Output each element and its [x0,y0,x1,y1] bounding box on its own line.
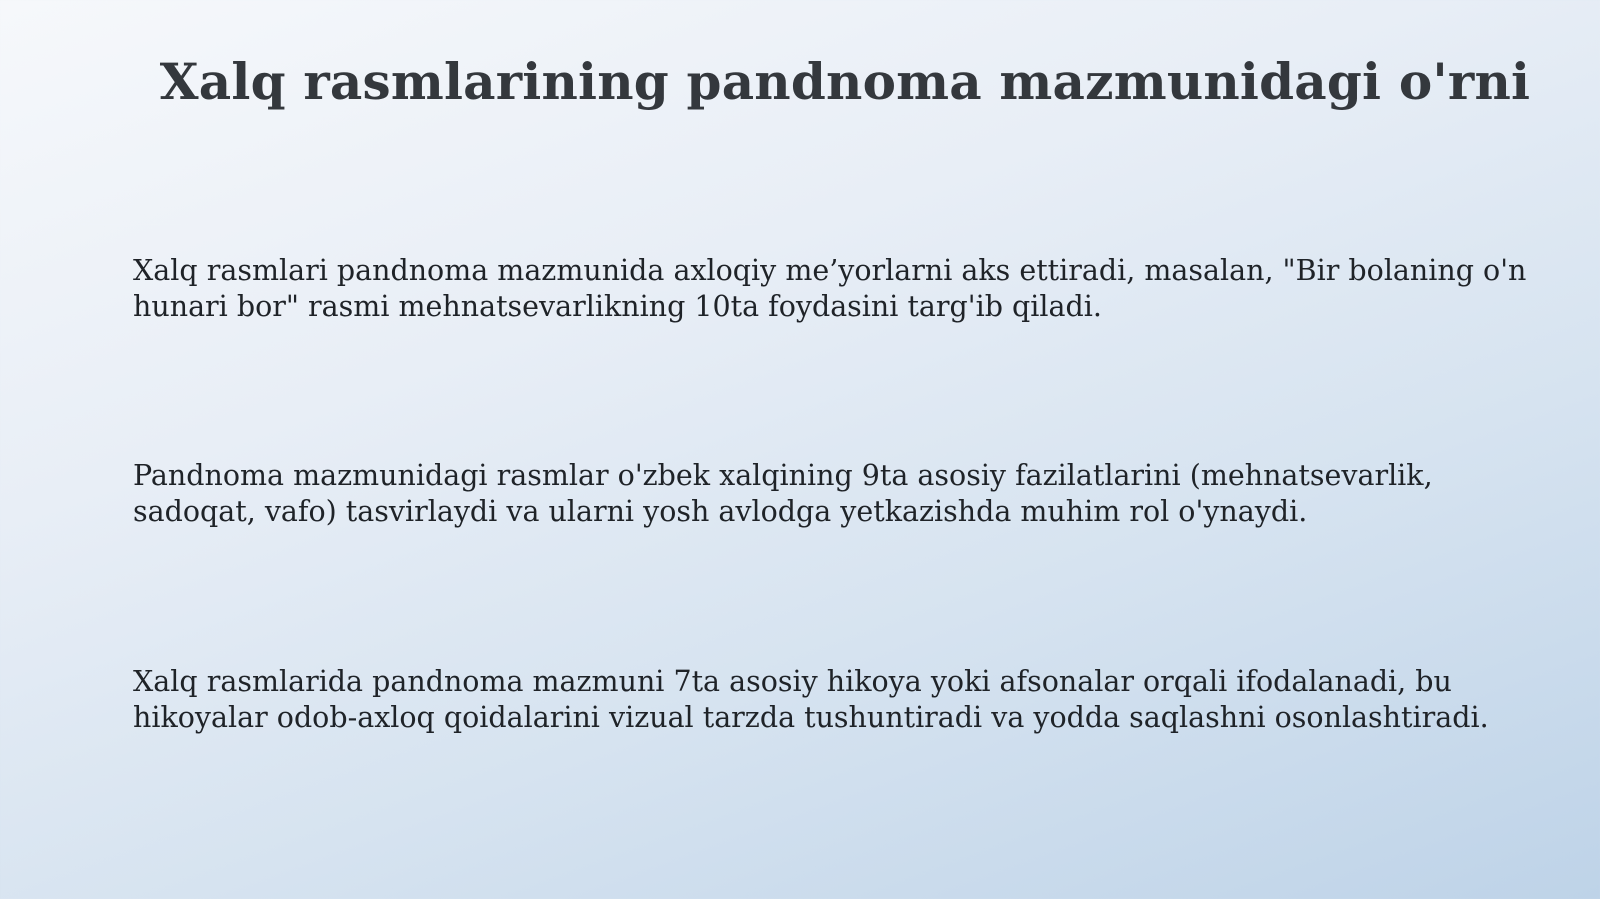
paragraph-3: Xalq rasmlarida pandnoma mazmuni 7ta asosiy hikoya yoki afsonalar orqali ifodalanadi, bu hikoyalar odob-axloq qoidalarini vizual tarzda tushuntiradi va yodda saqlashni osonlashtiradi. [133,665,1489,734]
paragraph-1: Xalq rasmlari pandnoma mazmunida axloqiy me’yorlarni aks ettiradi, masalan, "Bir bolaning o'n hunari bor" rasmi mehnatsevarlikning 10ta foydasini targ'ib qiladi. [133,254,1527,323]
slide-title: Xalq rasmlarining pandnoma mazmunidagi o'rni [159,52,1531,111]
paragraph-2: Pandnoma mazmunidagi rasmlar o'zbek xalqining 9ta asosiy fazilatlarini (mehnatsevarlik, sadoqat, vafo) tasvirlaydi va ularni yosh avlodga yetkazishda muhim rol o'ynaydi. [133,459,1433,528]
